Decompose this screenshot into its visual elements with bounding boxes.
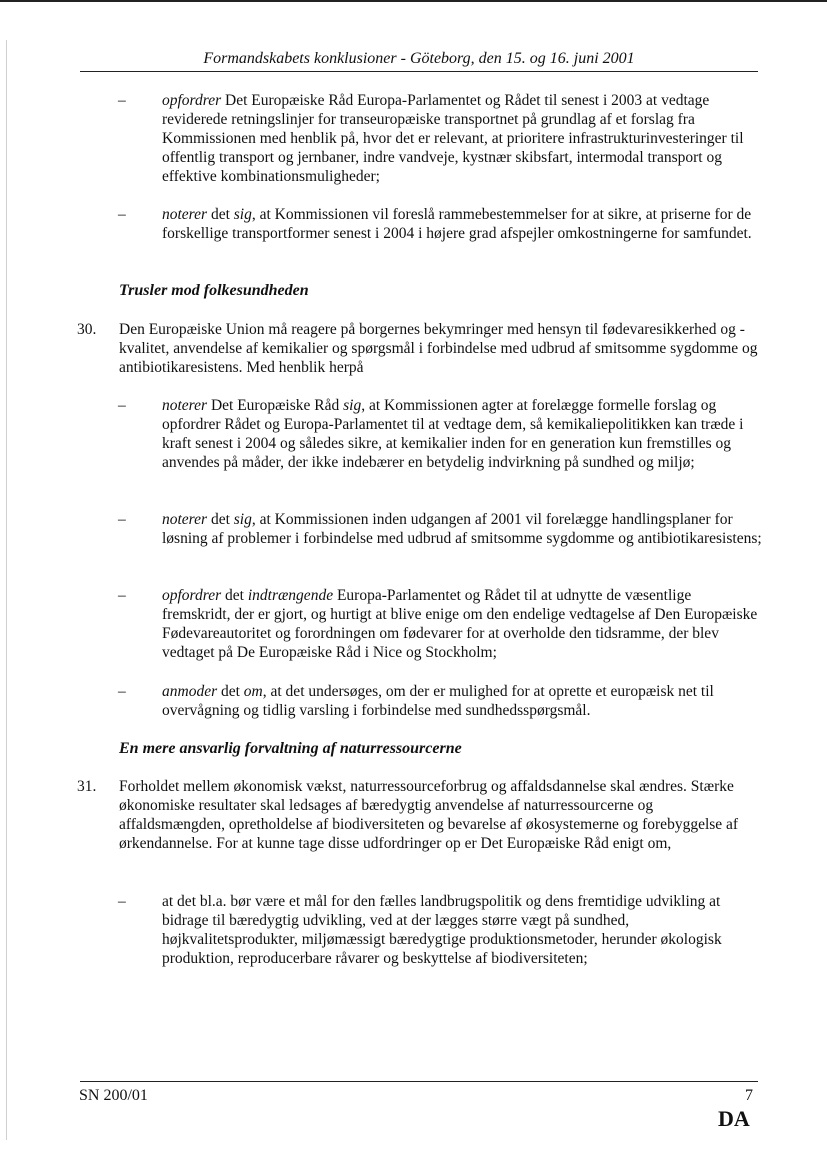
bullet-verb: opfordrer (162, 92, 222, 109)
bullet-adverb: indtrængende (247, 587, 334, 604)
bullet-sig: sig (233, 511, 252, 528)
bullet-verb: opfordrer (162, 587, 222, 604)
bullet-text: at det bl.a. bør være et mål for den fælles landbrugspolitik og dens fremtidige udvikling at bidrage til bæredygtig udvikling, ved at der lægges større vægt på sundhed, højkvalitetsprodukter, miljømæssigt bæredygtige produktionsmetoder, herunder økologisk produktion, reproducerbare råvarer og beskyttelse af biodiversiteten; (162, 893, 722, 967)
bullet-text: Det Europæiske Råd Europa-Parlamentet og Rådet til senest i 2003 at vedtage reviderede retningslinjer for transeuropæiske transportnet på grundlag af et forslag fra Kommissionen med henblik på, hvor det er relevant, at prioritere infrastrukturinvesteringer til offentlig transport og jernbaner, indre vandveje, kystnær skibsfart, intermodal transport og effektive kombinationsmuligheder; (162, 92, 744, 185)
bullet-item (162, 205, 762, 243)
section-heading: En mere ansvarlig forvaltning af naturressourcerne (119, 740, 462, 757)
top-border-line (0, 0, 827, 2)
bullet-sig: sig (343, 397, 362, 414)
footer-divider (80, 1081, 758, 1082)
bullet-dash: – (118, 206, 126, 223)
paragraph-text: Den Europæiske Union må reagere på borgernes bekymringer med hensyn til fødevaresikkerhed og -kvalitet, anvendelse af kemikalier og spørgsmål i forbindelse med udbrud af smitsomme sygdomme og antibiotikaresistens. Med henblik herpå (119, 321, 758, 376)
bullet-text: , at Kommissionen inden udgangen af 2001 vil forelægge handlingsplaner for løsning af problemer i forbindelse med udbrud af smitsomme sygdomme og antibiotikaresistens; (162, 511, 762, 547)
bullet-item (162, 682, 762, 720)
page-number: 7 (745, 1087, 753, 1104)
running-header: Formandskabets konklusioner - Göteborg, den 15. og 16. juni 2001 (203, 50, 635, 67)
paragraph-text: Forholdet mellem økonomisk vækst, naturressourceforbrug og affaldsdannelse skal ændres. Stærke økonomiske resultater skal ledsages af bæredygtig anvendelse af naturressourcerne og affaldsmængden, opretholdelse af biodiversiteten og bevarelse af økosystemerne og forebyggelse af ørkendannelse. For at kunne tage disse udfordringer op er Det Europæiske Råd enigt om, (119, 778, 739, 852)
bullet-verb: anmoder (162, 683, 218, 700)
bullet-om: om (243, 683, 263, 700)
bullet-dash: – (118, 397, 126, 414)
bullet-dash: – (118, 511, 126, 528)
paragraph-number: 31. (77, 778, 97, 795)
bullet-text-pre: Det Europæiske Råd (207, 397, 344, 414)
bullet-item (162, 586, 762, 662)
bullet-text: , at det undersøges, om der er mulighed for at oprette et europæisk net til overvågning og tidlig varsling i forbindelse med sundhedsspørgsmål. (162, 683, 714, 719)
bullet-item (162, 510, 762, 548)
section-heading: Trusler mod folkesundheden (119, 282, 309, 299)
bullet-dash: – (118, 92, 126, 109)
bullet-verb: noterer (162, 511, 208, 528)
header-divider (80, 71, 758, 72)
left-margin-line (6, 40, 7, 1140)
bullet-item (162, 396, 762, 472)
paragraph-number: 30. (77, 321, 97, 338)
bullet-text-pre: det (207, 206, 234, 223)
bullet-item (162, 91, 762, 186)
bullet-dash: – (118, 587, 126, 604)
bullet-text: Europa-Parlamentet og Rådet til at udnytte de væsentlige fremskridt, der er gjort, og hurtigt at blive enige om den endelige vedtagelse af Den Europæiske Fødevareautoritet og forordningen om fødevarer for at overholde den tidsramme, der blev vedtaget på De Europæiske Råd i Nice og Stockholm; (162, 587, 758, 661)
bullet-dash: – (118, 683, 126, 700)
bullet-text-pre: det (207, 511, 234, 528)
bullet-dash: – (118, 893, 126, 910)
document-code: SN 200/01 (79, 1087, 148, 1104)
bullet-text-pre: det (217, 683, 244, 700)
bullet-verb: noterer (162, 397, 208, 414)
bullet-verb: noterer (162, 206, 208, 223)
bullet-sig: sig (233, 206, 252, 223)
bullet-text: , at Kommissionen vil foreslå rammebestemmelser for at sikre, at priserne for de forskellige transportformer senest i 2004 i højere grad afspejler omkostningerne for samfundet. (162, 206, 752, 242)
bullet-text-pre: det (221, 587, 248, 604)
bullet-text: , at Kommissionen agter at forelægge formelle forslag og opfordrer Rådet og Europa-Parlamentet til at vedtage dem, så kemikaliepolitikken kan træde i kraft senest i 2004 og således sikre, at kemikalier inden for en generation kun fremstilles og anvendes på måder, der ikke indebærer en betydelig indvirkning på sundhed og miljø; (162, 397, 744, 471)
language-code: DA (718, 1106, 750, 1131)
bullet-item (162, 892, 762, 968)
